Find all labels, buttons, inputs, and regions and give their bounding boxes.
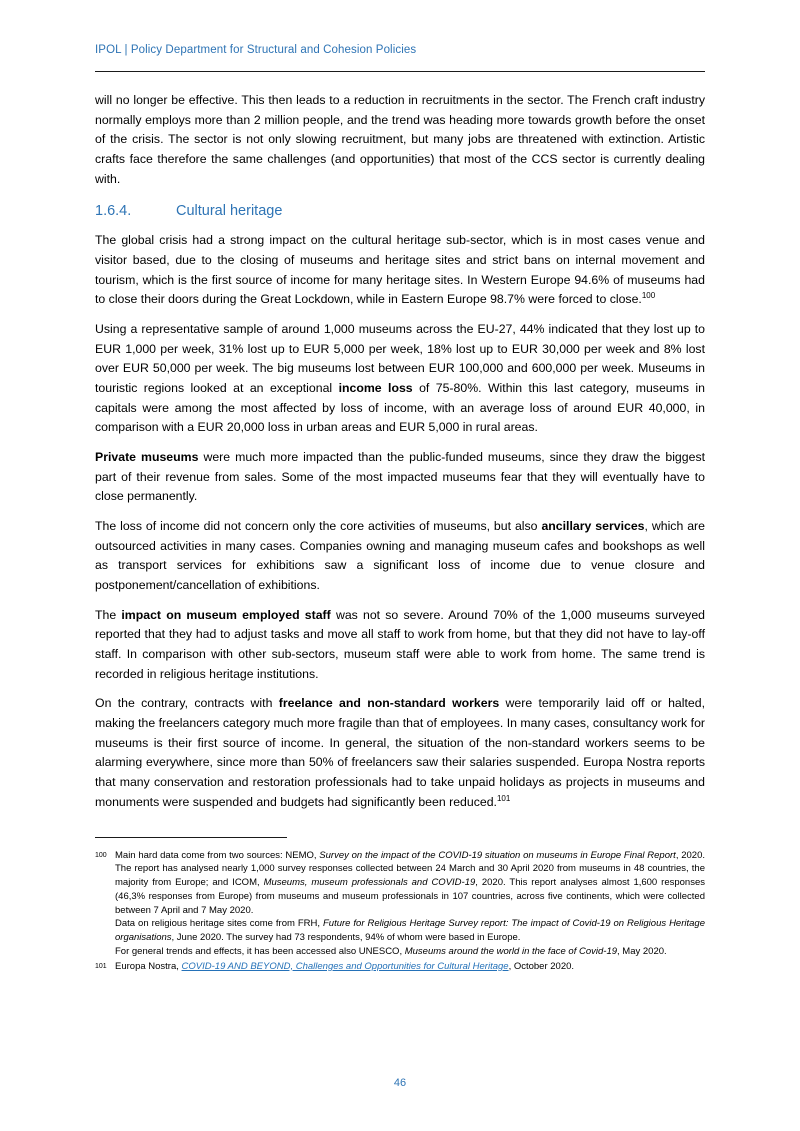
footnote-text	[115, 849, 705, 959]
body-paragraph: The loss of income did not concern only the core activities of museums, but also ancillary services, which are outsourced activities in many cases. Companies owning and managing museum cafes and bookshops as well as transport services for exhibitions saw a significant loss of income due to venue closure and postponement/cancellation of exhibitions.	[95, 519, 705, 593]
footnote-separator	[95, 837, 287, 838]
footnote-text-block: Main hard data come from two sources: NEMO, Survey on the impact of the COVID-19 situation on museums in Europe Final Report, 2020. The report has analysed nearly 1,000 survey responses collected between 24 March and 30 April 2020 from museums in 48 countries, the majority from Europe; and ICOM, Museums, museum professionals and COVID-19, 2020. This report analyses almost 1,600 responses (46,3% responses from Europe) from museums and museum professionals in 107 countries, across five continents, which were collected between 7 April and 7 May 2020.	[115, 849, 705, 916]
footnote-text	[115, 960, 705, 974]
section-heading	[95, 203, 705, 219]
footnote-text-block: Data on religious heritage sites come from FRH, Future for Religious Heritage Survey report: The impact of Covid-19 on Religious Heritage organisations, June 2020. The survey had 73 respondents, 94% of whom were based in Europe.	[115, 918, 705, 944]
page-number: 46	[393, 1077, 407, 1089]
body-paragraph: Using a representative sample of around 1,000 museums across the EU-27, 44% indicated that they lost up to EUR 1,000 per week, 31% lost up to EUR 5,000 per week, 18% lost up to EUR 30,000 per week and 8% lost over EUR 50,000 per week. The big museums lost between EUR 100,000 and 600,000 per week. Museums in touristic regions looked at an exceptional income loss of 75-80%. Within this last category, museums in capitals were among the most affected by loss of income, with an average loss of around EUR 40,000, in comparison with a EUR 20,000 loss in urban areas and EUR 5,000 in rural areas.	[95, 322, 706, 435]
footnote-hyperlink[interactable]: COVID-19 AND BEYOND, Challenges and Opportunities for Cultural Heritage	[181, 960, 509, 972]
section-title: Cultural heritage	[176, 203, 283, 220]
footnote-number: 101	[95, 962, 107, 970]
footnote-101	[95, 960, 705, 974]
footnote-ref: 101	[496, 793, 511, 803]
body-paragraph: Private museums were much more impacted than the public-funded museums, since they draw the biggest part of their revenue from sales. Some of the most impacted museums fear that they will eventually have to close permanently.	[95, 450, 706, 504]
footnote-text-block: For general trends and effects, it has been accessed also UNESCO, Museums around the world in the face of Covid-19, May 2020.	[115, 945, 667, 957]
footnote-number: 100	[95, 851, 107, 859]
page-header-title: IPOL | Policy Department for Structural and Cohesion Policies	[95, 44, 417, 56]
section-number: 1.6.4.	[95, 203, 132, 220]
header-divider	[95, 71, 705, 72]
footnote-text-block: Europa Nostra, COVID-19 AND BEYOND, Challenges and Opportunities for Cultural Heritage, October 2020.	[115, 960, 575, 972]
intro-paragraph: will no longer be effective. This then leads to a reduction in recruitments in the sector. The French craft industry normally employs more than 2 million people, and the trend was heading more towards growth before the onset of the crisis. The sector is not only slowing recruitment, but many jobs are threatened with extinction. Artistic crafts face therefore the same challenges (and opportunities) that most of the CCS sector is currently dealing with.	[95, 93, 705, 186]
body-paragraph: On the contrary, contracts with freelance and non-standard workers were temporarily laid off or halted, making the freelancers category much more fragile than that of employees. In many cases, consultancy work for museums is their first source of income. In general, the situation of the non-standard workers seems to be alarming everywhere, since more than 50% of freelancers saw their salaries suspended. Europa Nostra reports that many conservation and restoration professionals had to take unpaid holidays as projects in museums and monuments were suspended and budgets had significantly been reduced.$^{101}$	[95, 696, 705, 809]
footnotes-section	[95, 849, 705, 974]
body-paragraph: The impact on museum employed staff was not so severe. Around 70% of the 1,000 museums surveyed reported that they had to adjust tasks and move all staff to work from home, but that they did not have to lay-off staff. In comparison with other sub-sectors, museum staff were able to work from home. The same trend is recorded in religious heritage institutions.	[95, 607, 706, 681]
footnote-ref: 100	[641, 291, 656, 301]
footnote-100	[95, 849, 705, 959]
body-paragraph: The global crisis had a strong impact on the cultural heritage sub-sector, which is in most cases venue and visitor based, due to the closing of museums and heritage sites and strict bans on internal movement and tourism, which is the first source of income for many heritage sites. In Western Europe 94.6% of museums had to close their doors during the Great Lockdown, while in Eastern Europe 98.7% were forced to close.$^{100}$	[95, 233, 705, 307]
